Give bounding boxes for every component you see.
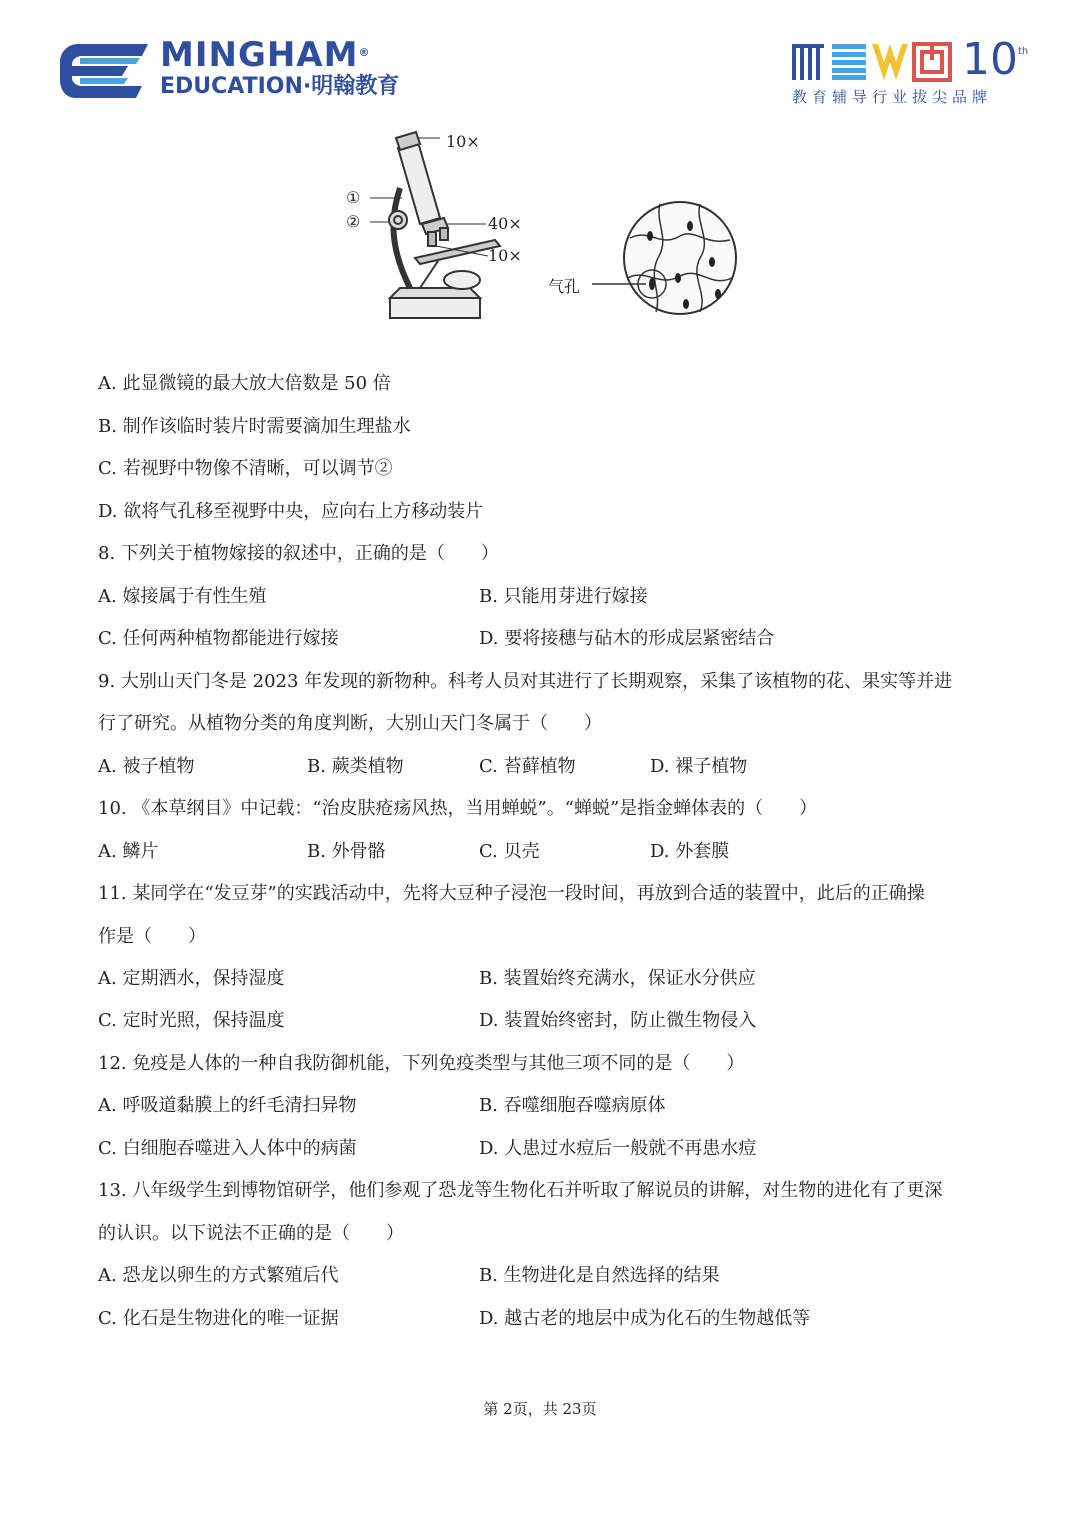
- option-d: D. 装置始终密封，防止微生物侵入: [479, 1010, 757, 1031]
- mingham-logo-subtitle: EDUCATION·明翰教育: [160, 74, 400, 99]
- option-b: B. 蕨类植物: [307, 756, 404, 777]
- option-c: C. 白细胞吞噬进入人体中的病菌: [98, 1138, 357, 1159]
- stoma-label: 气孔: [548, 277, 581, 296]
- option-a: A. 定期洒水，保持湿度: [98, 968, 285, 989]
- option-a: A. 被子植物: [98, 756, 195, 777]
- option-b: B. 装置始终充满水，保证水分供应: [479, 968, 756, 989]
- option-d: D. 人患过水痘后一般就不再患水痘: [479, 1138, 757, 1159]
- option-a: A. 恐龙以卵生的方式繁殖后代: [98, 1265, 339, 1286]
- objective-high-label: 40×: [488, 214, 522, 233]
- option-a: A. 嫁接属于有性生殖: [98, 586, 267, 607]
- option-d: D. 越古老的地层中成为化石的生物越低等: [479, 1308, 811, 1329]
- option-c: C. 若视野中物像不清晰，可以调节②: [98, 458, 393, 479]
- option-c: C. 任何两种植物都能进行嫁接: [98, 628, 339, 649]
- question-stem: 10. 《本草纲目》中记载：“治皮肤疮疡风热，当用蝉蜕”。“蝉蜕”是指金蝉体表的（ ）: [98, 798, 818, 819]
- brand-slogan: 教育辅导行业拔尖品牌: [792, 88, 993, 106]
- option-d: D. 外套膜: [650, 841, 730, 862]
- option-c: C. 化石是生物进化的唯一证据: [98, 1308, 339, 1329]
- question-stem-continued: 作是（ ）: [98, 926, 206, 947]
- anniversary-badge: 10th: [962, 34, 1029, 85]
- option-b: B. 吞噬细胞吞噬病原体: [479, 1095, 666, 1116]
- mew-logo-mark-icon: [792, 42, 962, 82]
- option-c: C. 苔藓植物: [479, 756, 576, 777]
- page-number: 第 2页，共 23页: [483, 1400, 597, 1418]
- question-stem-continued: 行了研究。从植物分类的角度判断，大别山天门冬属于（ ）: [98, 713, 602, 734]
- option-a: A. 呼吸道黏膜上的纤毛清扫异物: [98, 1095, 357, 1116]
- option-b: B. 生物进化是自然选择的结果: [479, 1265, 720, 1286]
- microscope-diagram: [340, 128, 760, 338]
- question-stem: 13. 八年级学生到博物馆研学，他们参观了恐龙等生物化石并听取了解说员的讲解，对生物的进化有了更深: [98, 1180, 943, 1201]
- option-a: A. 鳞片: [98, 841, 159, 862]
- option-d: D. 欲将气孔移至视野中央，应向右上方移动装片: [98, 501, 484, 522]
- option-d: D. 要将接穗与砧木的形成层紧密结合: [479, 628, 775, 649]
- part-2-label: ②: [346, 212, 361, 231]
- option-b: B. 制作该临时装片时需要滴加生理盐水: [98, 416, 411, 437]
- objective-low-label: 10×: [488, 246, 522, 265]
- option-c: C. 贝壳: [479, 841, 540, 862]
- question-stem: 12. 免疫是人体的一种自我防御机能，下列免疫类型与其他三项不同的是（ ）: [98, 1053, 745, 1074]
- option-c: C. 定时光照，保持温度: [98, 1010, 285, 1031]
- part-1-label: ①: [346, 188, 361, 207]
- option-b: B. 外骨骼: [307, 841, 386, 862]
- option-a: A. 此显微镜的最大放大倍数是 50 倍: [98, 373, 391, 394]
- question-stem: 9. 大别山天门冬是 2023 年发现的新物种。科考人员对其进行了长期观察，采集了该植物的花、果实等并进: [98, 671, 953, 692]
- mingham-logo-mark-icon: [58, 42, 154, 100]
- option-d: D. 裸子植物: [650, 756, 748, 777]
- eyepiece-label: 10×: [446, 132, 480, 151]
- option-b: B. 只能用芽进行嫁接: [479, 586, 648, 607]
- question-stem: 11. 某同学在“发豆芽”的实践活动中，先将大豆种子浸泡一段时间，再放到合适的装置中，此后的正确操: [98, 883, 925, 904]
- mingham-logo-name: MINGHAM®: [160, 35, 371, 75]
- question-stem-continued: 的认识。以下说法不正确的是（ ）: [98, 1223, 404, 1244]
- question-stem: 8. 下列关于植物嫁接的叙述中，正确的是（ ）: [98, 543, 499, 564]
